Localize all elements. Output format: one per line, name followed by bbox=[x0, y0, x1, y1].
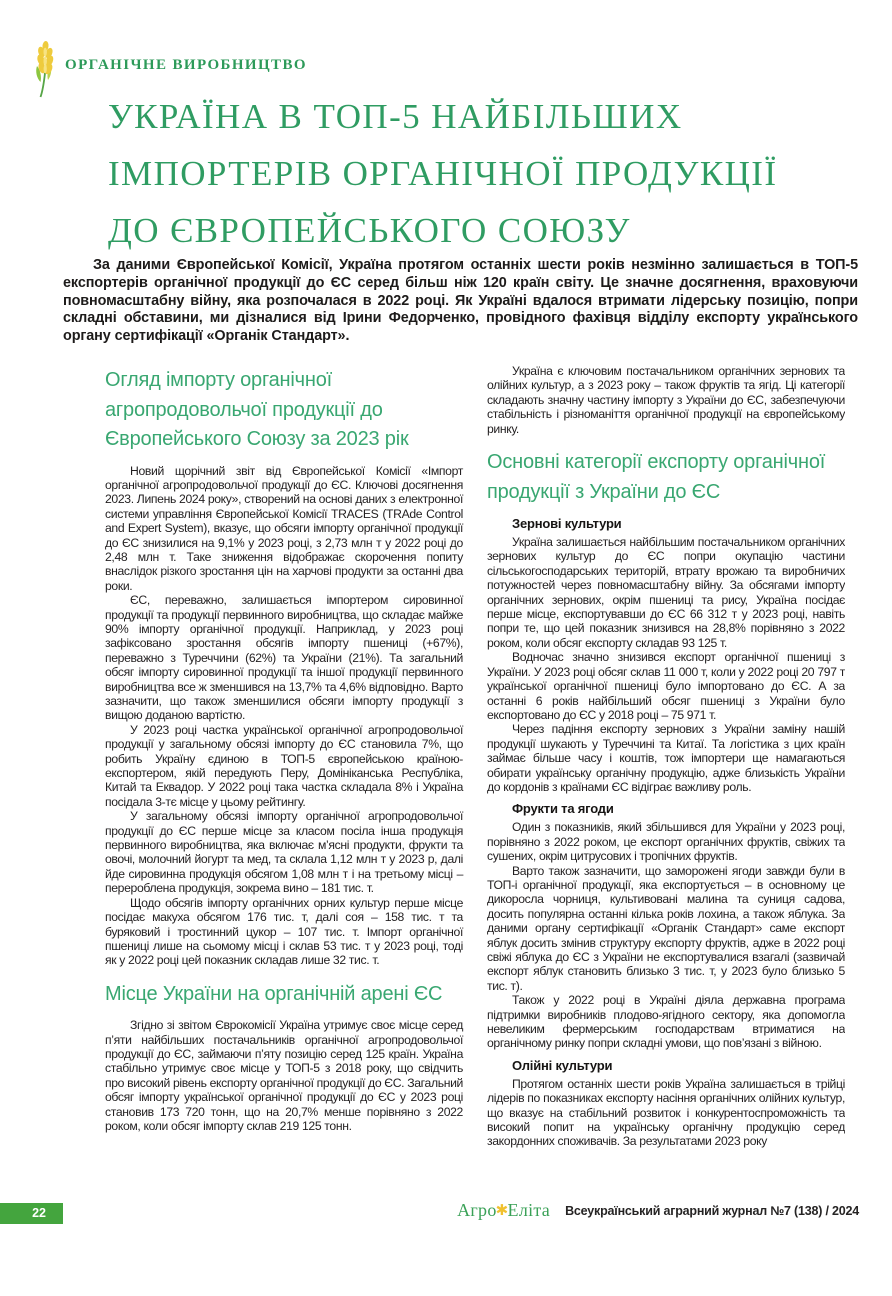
paragraph: ЄС, переважно, залишається імпортером сировинної продукції та продукції первинного виробництва, що складає майже 90% імпорту органічної продукції. Наприклад, у 2023 році зафіксовано зростання обсягів імпорту пшениці (+67%), переважно з Туреччини (62%) та України (21%). Та загальний обсяг імпорту сировинної продукції та іншої продукції первинного виробництва все ж зменшився на 13,7% та 4,6% відповідно. Варто зазначити, що також зменшилися обсяги імпорту продукції з вищою доданою вартістю. bbox=[105, 593, 463, 723]
logo-text-agro: Агро bbox=[457, 1200, 497, 1220]
section-body bbox=[105, 464, 463, 968]
paragraph: Через падіння експорту зернових з України заміну нашій продукції шукають у Туреччині та Китаї. Та логістика з цих країн займає більше часу і коштів, тож імпортери ще намагаються обирати українську органічну продукцію, адже близькість України до кордонів з країнами ЄС відіграє важливу роль. bbox=[487, 722, 845, 794]
article-title-line-2: ІМПОРТЕРІВ ОРГАНІЧНОЇ ПРОДУКЦІЇ bbox=[108, 154, 778, 193]
article-title-line-1: УКРАЇНА В ТОП-5 НАЙБІЛЬШИХ bbox=[108, 97, 683, 136]
paragraph: Щодо обсягів імпорту органічних орних культур перше місце посідає макуха обсягом 176 тис. т, далі соя – 158 тис. т та буряковий і тростинний цукор – 107 тис. т. Імпорт органічної пшениці лише на сьомому місці і склав 53 тис. т у 2023 році, тоді як у 2022 році цей показник складав лише 32 тис. т. bbox=[105, 895, 463, 968]
paragraph: Україна є ключовим постачальником органічних зернових та олійних культур, а з 2023 року – також фруктів та ягід. Ці категорії складають значну частину імпорту з України до ЄС, забезпечуючи стабільність і різноманіття органічної продукції на європейському ринку. bbox=[487, 364, 845, 436]
section-heading-import-overview: Огляд імпорту органічної агропродовольчої продукції до Європейського Союзу за 2023 рік bbox=[105, 369, 409, 450]
right-column bbox=[487, 364, 845, 1203]
paragraph: У загальному обсязі імпорту органічної агропродовольчої продукції до ЄС перше місце за класом посіла інша продукція первинного виробництва, яка включає м’ясні продукти, фрукти та овочі, молочний йогурт та мед, та склала 1,12 млн т у 2023 р, далі йде сировинна продукція обсягом 1,08 млн т і на третьому місці – перероблена продукція, зокрема вино – 181 тис. т. bbox=[105, 809, 463, 896]
paragraph: Україна залишається найбільшим постачальником органічних зернових культур до ЄС попри окупацію частини сільськогосподарських територій, втрату врожаю та виробничих потужностей через повномасштабну війну. За обсягами імпорту органічних зернових, окрім пшениці та рису, Україна посідає перше місце, експортувавши до ЄС 66 312 т у 2023 році, навіть попри те, що цей показник знизився на 28,8% порівняно з 2022 роком, коли обсяг експорту складав 93 125 т. bbox=[487, 535, 845, 650]
section-heading-export-categories: Основні категорії експорту органічної продукції з України до ЄС bbox=[487, 451, 826, 503]
article-columns bbox=[105, 364, 845, 1203]
section-body bbox=[105, 1018, 463, 1133]
left-column bbox=[105, 364, 463, 1203]
article-title-line-3: ДО ЄВРОПЕЙСЬКОГО СОЮЗУ bbox=[108, 211, 631, 250]
article-title bbox=[108, 88, 777, 259]
subsection-heading: Фрукти та ягоди bbox=[512, 801, 614, 817]
logo-text-elita: Еліта bbox=[507, 1200, 551, 1220]
footer bbox=[457, 1200, 859, 1221]
paragraph: Протягом останніх шести років Україна залишається в трійці лідерів по показниках експорту насіння органічних олійних культур, що вказує на стабільний розвиток і конкурентоспроможність та високий попит на українську органічну продукцію серед закордонних споживачів. За результатами 2023 року bbox=[487, 1076, 845, 1149]
star-icon: ✱ bbox=[495, 1203, 509, 1219]
export-categories-sections bbox=[487, 516, 845, 1149]
lead-paragraph: За даними Європейської Комісії, Україна протягом останніх шести років незмінно залишається в ТОП-5 експортерів органічної продукції до ЄС серед більш ніж 120 країн світу. Це значне досягнення, враховуючи повномасштабну війну, яка розпочалася в 2022 році. Як Україні вдалося втримати лідерську позицію, попри складні обставини, ми дізналися від Ірини Федорченко, провідного фахівця відділу експорту українського органу сертифікації «Органік Стандарт». bbox=[63, 257, 858, 345]
page-number: 22 bbox=[0, 1203, 63, 1224]
section-heading-ukraine-place: Місце України на органічній арені ЄС bbox=[105, 982, 443, 1005]
wheat-icon bbox=[32, 40, 58, 98]
category-label: ОРГАНІЧНЕ ВИРОБНИЦТВО bbox=[65, 57, 307, 73]
journal-info: Всеукраїнський аграрний журнал №7 (138) / 2024 bbox=[565, 1203, 859, 1218]
paragraph: Варто також зазначити, що заморожені ягоди завжди були в ТОП-і органічної продукції, яка експортується – в основному це дикоросла чорниця, культивовані малина та суниця садова, досить популярна останні кілька років лохина, а також яблука. За даними органу сертифікації «Органік Стандарт» саме експорт яблук досить змінив структуру експорту фруктів, адже в 2022 році свіжі яблука до ЄС з України не експортувалися взагалі (зазвичай експорт яблук становить близько 3 тис. т, у 2023 було близько 5 тис. т). bbox=[487, 863, 845, 993]
magazine-logo bbox=[457, 1200, 550, 1221]
paragraph: Водночас значно знизився експорт органічної пшениці з України. У 2023 році обсяг склав 11 000 т, коли у 2022 році 20 797 т української органічної пшениці було імпортовано до ЄС. А за останні 6 років найбільший обсяг пшениці з України було експортовано до ЄС у 2018 році – 75 971 т. bbox=[487, 650, 845, 722]
paragraph: Згідно зі звітом Єврокомісії Україна утримує своє місце серед п’яти найбільших постачальників органічної агропродовольчої продукції до ЄС, займаючи п’яту позицію серед 125 країн. Україна стабільно утримує своє місце у ТОП-5 з 2018 року, що свідчить про високий рівень експорту органічної продукції до ЄС. Загальний обсяг імпорту української органічної продукції до ЄС у 2023 році становив 173 720 тонн, що на 20,7% менше порівняно з 2022 роком, коли обсяг імпорту склав 219 125 тонн. bbox=[105, 1018, 463, 1134]
section-body bbox=[487, 364, 845, 436]
subsection-heading: Олійні культури bbox=[512, 1057, 613, 1073]
paragraph: Один з показників, який збільшився для України у 2023 році, порівняно з 2022 роком, це експорт органічних фруктів, свіжих та сушених, окрім цитрусових і тропічних фруктів. bbox=[487, 820, 845, 864]
paragraph: Новий щорічний звіт від Європейської Комісії «Імпорт органічної агропродовольчої продукції до ЄС. Ключові досягнення 2023. Липень 2024 року», створений на основі даних з електронної системи управління Європейської Комісії TRACES (TRAde Control and Expert System), вказує, що обсяги імпорту органічної продукції до ЄС знизилися на 9,1% у 2023 році, з 2,73 млн т у 2022 році до 2,48 млн т. Таке зниження відображає скорочення попиту внаслідок різкого зростання цін на харчові продукти за останні два роки. bbox=[105, 463, 463, 593]
paragraph: Також у 2022 році в Україні діяла державна програма підтримки виробників плодово-ягідного сектору, яка допомогла невеликим фермерським господарствам втриматися на органічному ринку попри складні умови, що пов’язані з війною. bbox=[487, 993, 845, 1051]
subsection-heading: Зернові культури bbox=[512, 516, 622, 532]
paragraph: У 2023 році частка української органічної агропродовольчої продукції у загальному обсязі імпорту до ЄС становила 7%, що робить Україну єдиною в ТОП-5 європейською країною-експортером, якій передують Перу, Домініканська Республіка, Китай та Еквадор. У 2022 році така частка складала 8% і Україна посідала 3-тє місце у цьому рейтингу. bbox=[105, 722, 463, 809]
